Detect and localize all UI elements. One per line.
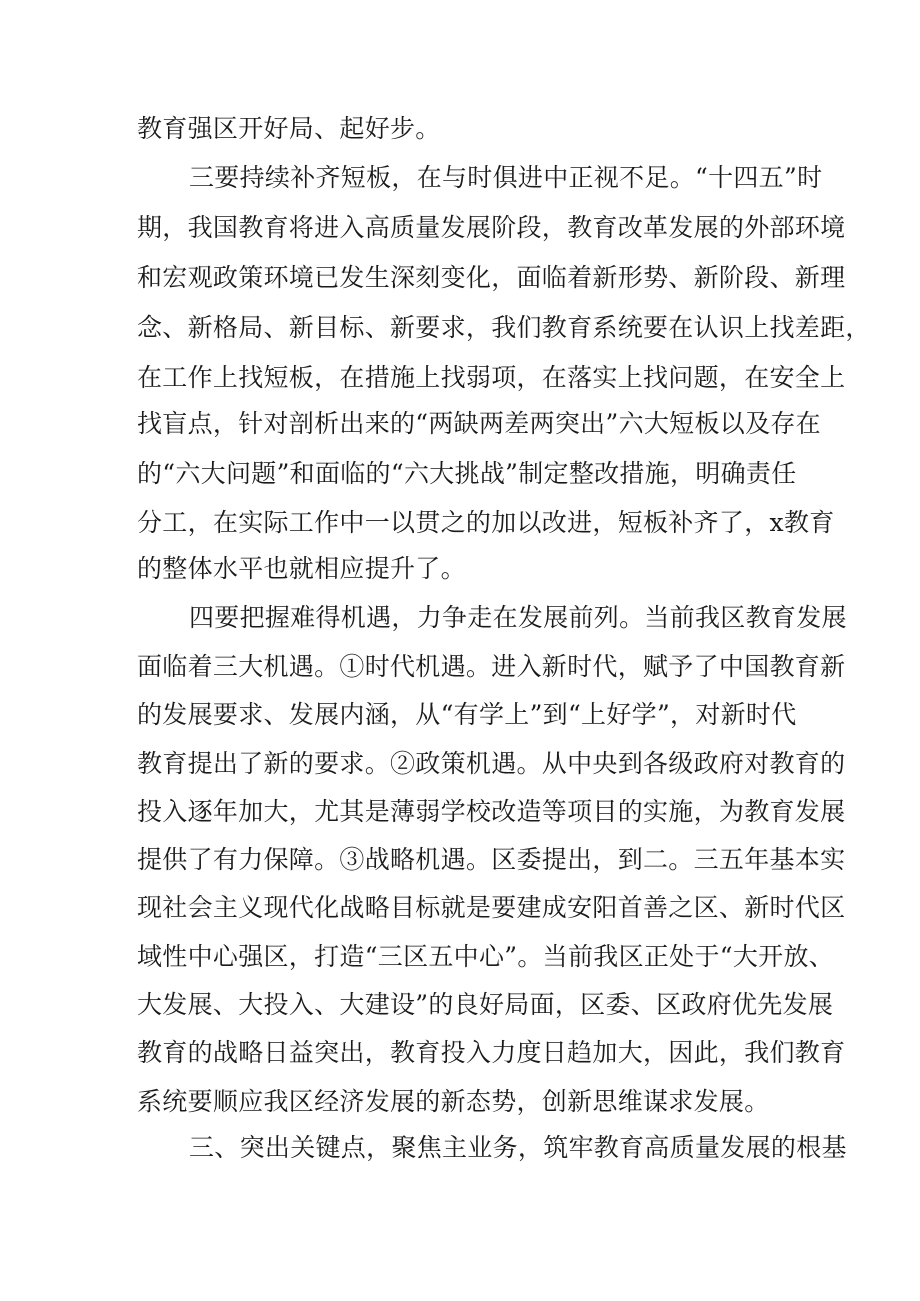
text-line: 提供了有力保障。③战略机遇。区委提出，到二。三五年基本实 <box>137 845 846 874</box>
text-line: 现社会主义现代化战略目标就是要建成安阳首善之区、新时代区 <box>137 893 846 922</box>
text-line: 在工作上找短板，在措施上找弱项，在落实上找问题，在安全上 <box>137 363 846 392</box>
text-line: 的发展要求、发展内涵，从“有学上”到“上好学”，对新时代 <box>137 700 797 729</box>
text-line: 念、新格局、新目标、新要求，我们教育系统要在认识上找差距， <box>137 313 871 342</box>
section-heading: 三、突出关键点，聚焦主业务，筑牢教育高质量发展的根基 <box>189 1133 847 1162</box>
text-line: 分工，在实际工作中一以贯之的加以改进，短板补齐了，x教育 <box>137 508 835 537</box>
text-line: 四要把握难得机遇，力争走在发展前列。当前我区教育发展 <box>189 603 847 632</box>
text-line: 期，我国教育将进入高质量发展阶段，教育改革发展的外部环境 <box>137 213 846 242</box>
text-line: 的整体水平也就相应提升了。 <box>137 554 466 583</box>
text-line: 域性中心强区，打造“三区五中心”。当前我区正处于“大开放、 <box>137 942 835 971</box>
text-line: 教育提出了新的要求。②政策机遇。从中央到各级政府对教育的 <box>137 749 846 778</box>
text-line: 大发展、大投入、大建设”的良好局面，区委、区政府优先发展 <box>137 990 834 1019</box>
text-line: 系统要顺应我区经济发展的新态势，创新思维谋求发展。 <box>137 1087 770 1116</box>
text-line: 的“六大问题”和面临的“六大挑战”制定整改措施，明确责任 <box>137 459 797 488</box>
text-line: 三要持续补齐短板，在与时俱进中正视不足。“十四五”时 <box>189 163 823 192</box>
text-line: 教育强区开好局、起好步。 <box>137 114 441 143</box>
text-line: 找盲点，针对剖析出来的“两缺两差两突出”六大短板以及存在 <box>137 409 821 438</box>
text-line: 面临着三大机遇。①时代机遇。进入新时代，赋予了中国教育新 <box>137 652 846 681</box>
text-line: 和宏观政策环境已发生深刻变化，面临着新形势、新阶段、新理 <box>137 263 846 292</box>
text-line: 投入逐年加大，尤其是薄弱学校改造等项目的实施，为教育发展 <box>137 797 846 826</box>
text-line: 教育的战略日益突出，教育投入力度日趋加大，因此，我们教育 <box>137 1038 846 1067</box>
